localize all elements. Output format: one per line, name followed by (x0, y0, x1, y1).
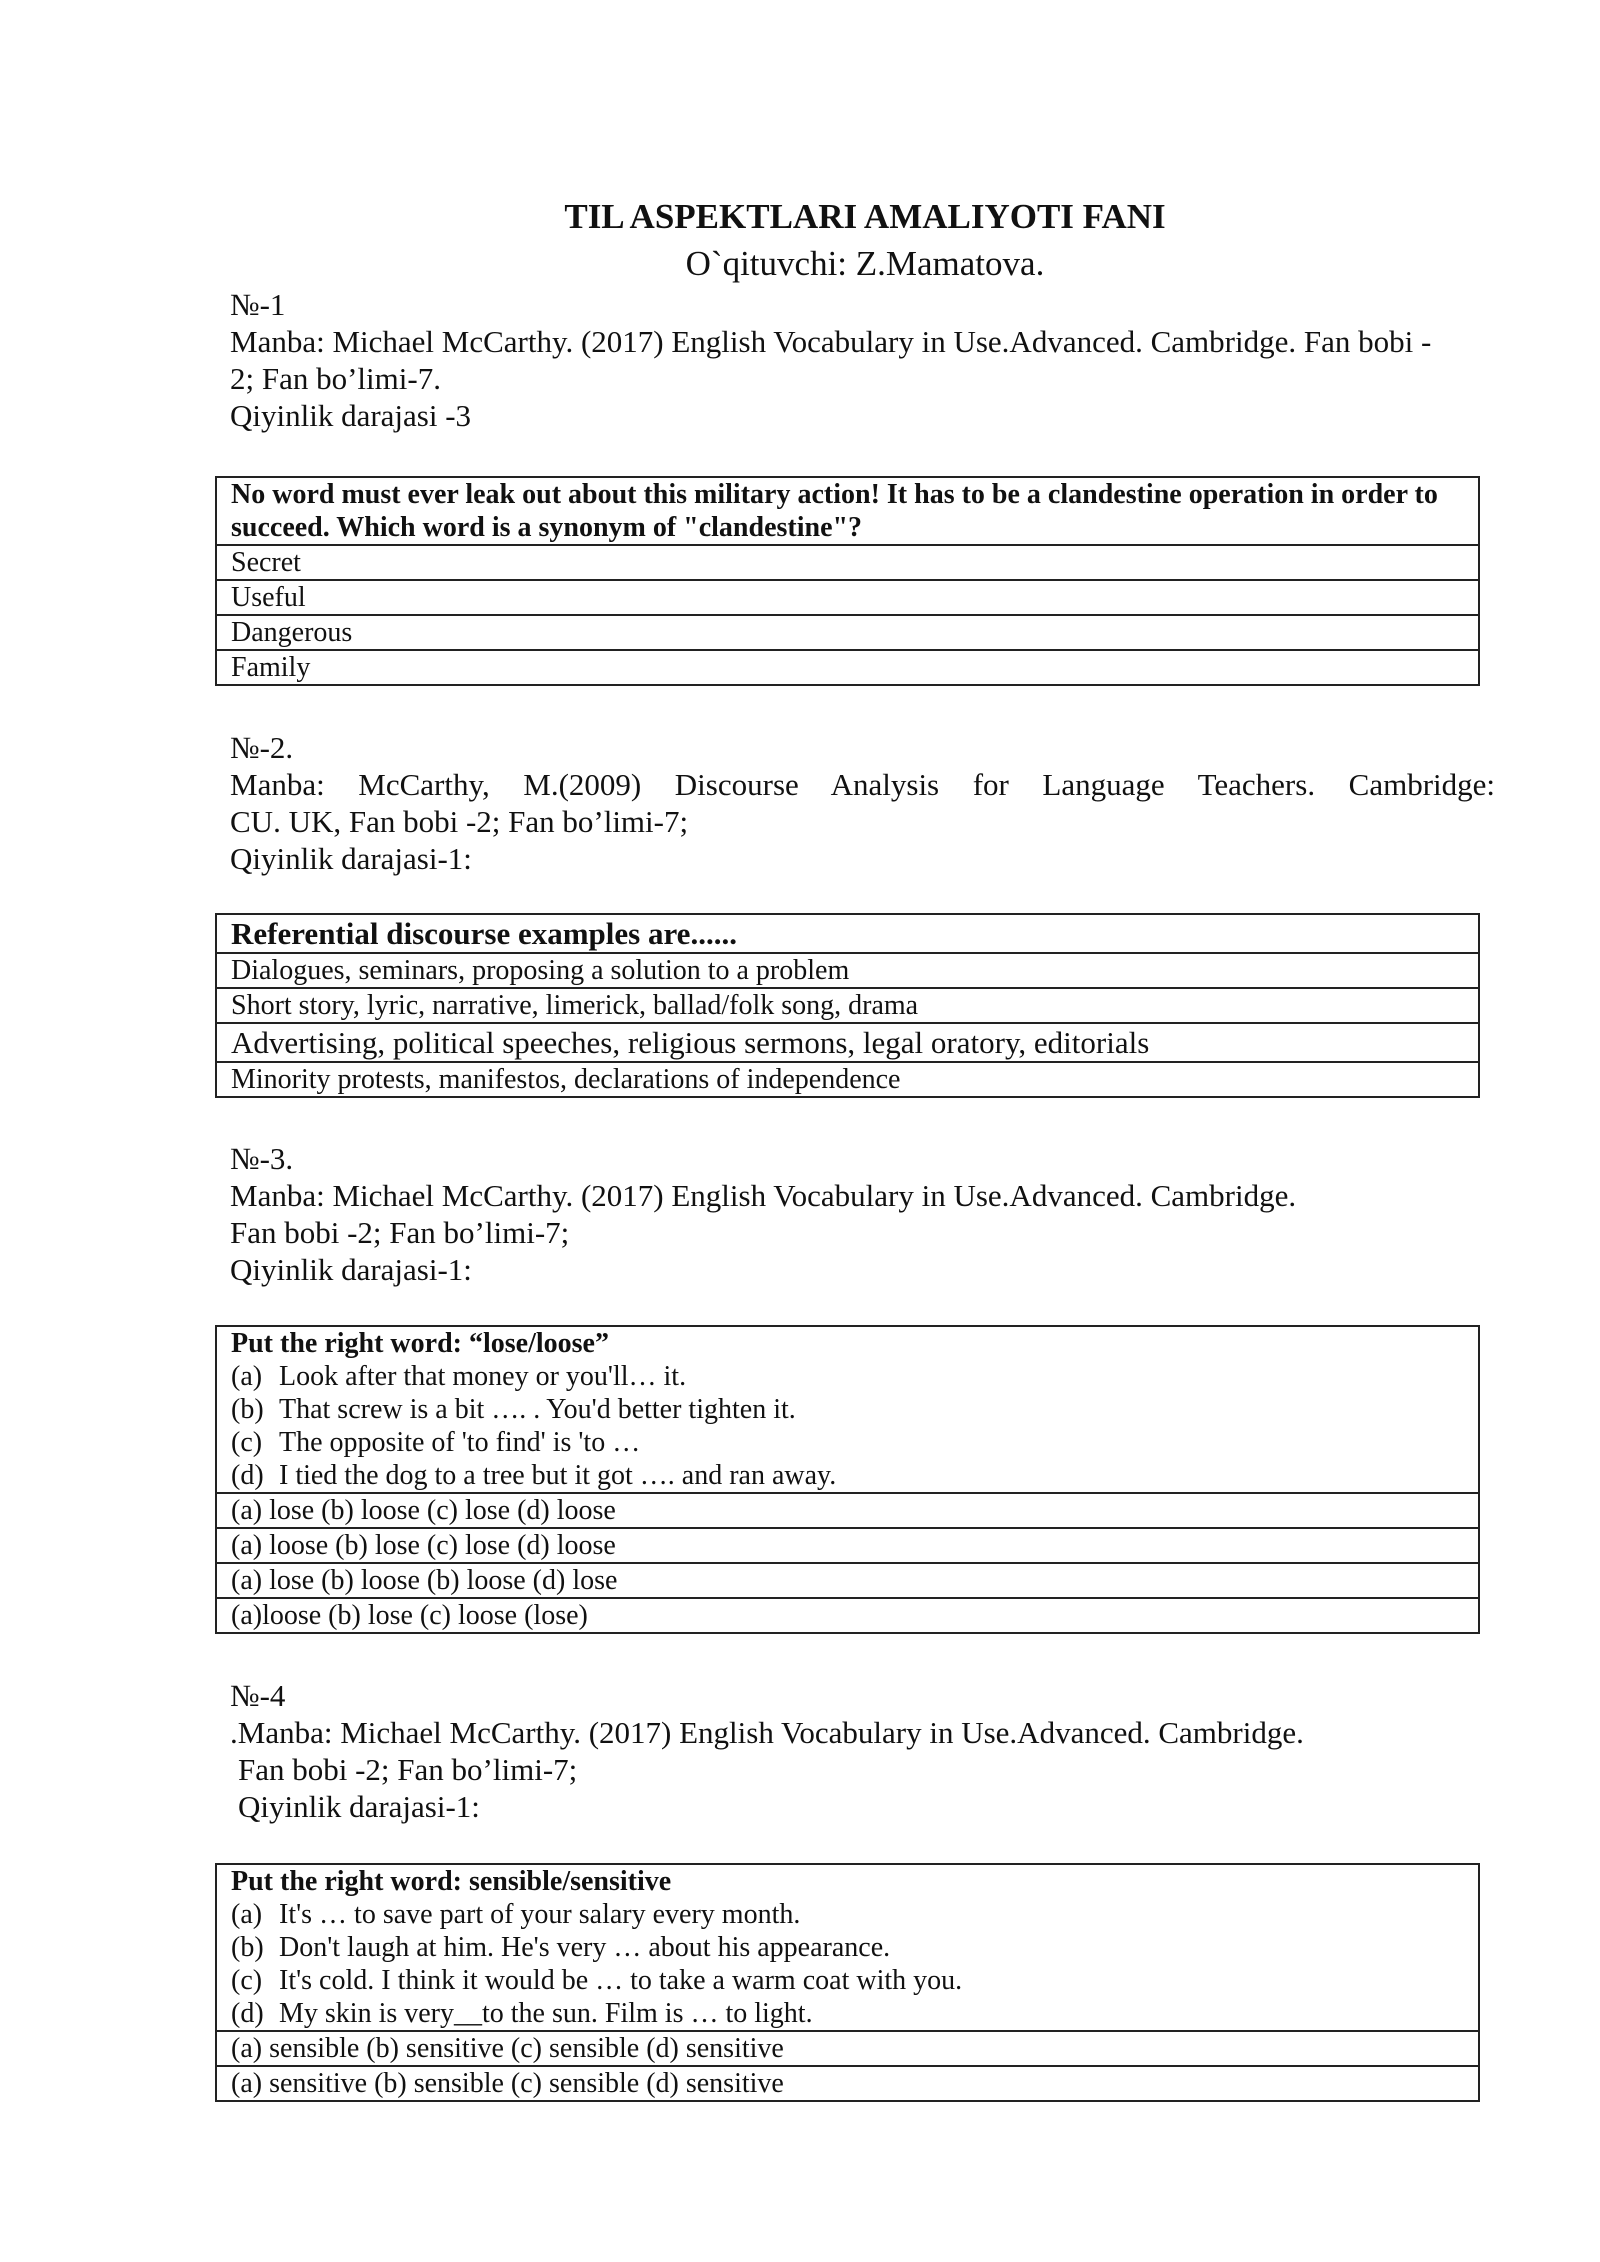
answer-option: (a) lose (b) loose (c) lose (d) loose (216, 1493, 1479, 1528)
question-2-table (215, 913, 1480, 1098)
source-line: Fan bobi -2; Fan bo’limi-7; (230, 1215, 570, 1250)
difficulty-level: Qiyinlik darajasi-1: (230, 1252, 472, 1287)
sentence-item: (d) I tied the dog to a tree but it got …. and ran away. (231, 1460, 837, 1491)
question-number: №-2. (230, 730, 294, 765)
source-line: Manba: Michael McCarthy. (2017) English Vocabulary in Use.Advanced. Cambridge. Fan bobi - (230, 324, 1432, 359)
answer-option: Minority protests, manifestos, declarations of independence (216, 1062, 1479, 1097)
answer-option: Dialogues, seminars, proposing a solution to a problem (216, 953, 1479, 988)
question-number: №-3. (230, 1141, 294, 1176)
answer-option: (a) sensible (b) sensitive (c) sensible (d) sensitive (216, 2031, 1479, 2066)
source-line: Fan bobi -2; Fan bo’limi-7; (238, 1752, 578, 1787)
question-1-meta (230, 286, 1495, 434)
teacher-name: O`qituvchi: Z.Mamatova. (685, 244, 1045, 283)
answer-option: (a) lose (b) loose (b) loose (d) lose (216, 1563, 1479, 1598)
question-stem: No word must ever leak out about this military action! It has to be a clandestine operation in order to succeed. Which word is a synonym of "clandestine"? (216, 477, 1479, 545)
source-line: Manba: Michael McCarthy. (2017) English Vocabulary in Use.Advanced. Cambridge. (230, 1178, 1297, 1213)
question-3-table (215, 1325, 1480, 1634)
sentence-item: (d) My skin is very__to the sun. Film is … to light. (231, 1998, 813, 2029)
source-line: Manba: McCarthy, M.(2009) Discourse Analysis for Language Teachers. Cambridge: (230, 767, 1495, 802)
document-title: TIL ASPEKTLARI AMALIYOTI FANI (564, 197, 1166, 236)
answer-option: Advertising, political speeches, religious sermons, legal oratory, editorials (216, 1023, 1479, 1062)
answer-option: (a) loose (b) lose (c) lose (d) loose (216, 1528, 1479, 1563)
answer-option: Useful (216, 580, 1479, 615)
question-stem-cell (216, 1326, 1479, 1493)
source-line: 2; Fan bo’limi-7. (230, 361, 441, 396)
answer-option: Short story, lyric, narrative, limerick, ballad/folk song, drama (216, 988, 1479, 1023)
answer-option: Secret (216, 545, 1479, 580)
answer-option: (a) sensitive (b) sensible (c) sensible (d) sensitive (216, 2066, 1479, 2101)
answer-option: Dangerous (216, 615, 1479, 650)
source-line: .Manba: Michael McCarthy. (2017) English Vocabulary in Use.Advanced. Cambridge. (230, 1715, 1304, 1750)
sentence-item: (c) It's cold. I think it would be … to take a warm coat with you. (231, 1965, 963, 1996)
question-stem: Put the right word: sensible/sensitive (231, 1866, 672, 1897)
answer-option: Family (216, 650, 1479, 685)
question-4-meta (230, 1677, 1495, 1825)
question-number: №-1 (230, 287, 286, 322)
question-number: №-4 (230, 1678, 286, 1713)
answer-option: (a)loose (b) lose (c) loose (lose) (216, 1598, 1479, 1633)
question-stem-cell (216, 1864, 1479, 2031)
question-stem: Put the right word: “lose/loose” (231, 1328, 609, 1359)
question-4-table (215, 1863, 1480, 2102)
sentence-item: (b) That screw is a bit …. . You'd better tighten it. (231, 1394, 796, 1425)
question-3-meta (230, 1140, 1495, 1288)
sentence-item: (a) Look after that money or you'll… it. (231, 1361, 687, 1392)
question-1-table (215, 476, 1480, 686)
source-line: CU. UK, Fan bobi -2; Fan bo’limi-7; (230, 804, 689, 839)
question-stem: Referential discourse examples are...... (216, 914, 1479, 953)
difficulty-level: Qiyinlik darajasi -3 (230, 398, 472, 433)
difficulty-level: Qiyinlik darajasi-1: (230, 841, 472, 876)
sentence-item: (b) Don't laugh at him. He's very … about his appearance. (231, 1932, 891, 1963)
difficulty-level: Qiyinlik darajasi-1: (238, 1789, 480, 1824)
sentence-item: (a) It's … to save part of your salary every month. (231, 1899, 801, 1930)
sentence-item: (c) The opposite of 'to find' is 'to … (231, 1427, 641, 1458)
question-2-meta (230, 729, 1495, 877)
